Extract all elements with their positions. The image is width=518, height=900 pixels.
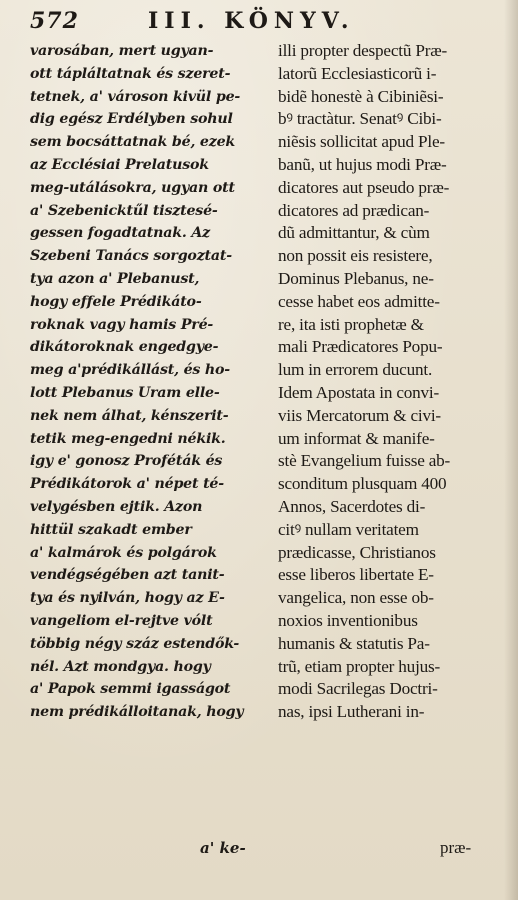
hungarian-line: Szebeni Tanács sorgoztat-	[30, 248, 232, 265]
hungarian-line: tetnek, a' városon kivül pe-	[30, 88, 241, 105]
hungarian-line: hittül szakadt ember	[30, 521, 192, 538]
latin-line: latorũ Ecclesiasticorũ i-	[278, 63, 437, 83]
latin-line: trũ, etiam propter hujus-	[278, 656, 441, 676]
hungarian-line: többig négy száz estendők-	[30, 635, 240, 652]
latin-line: citꝰ nullam veritatem	[278, 519, 419, 539]
hungarian-line: nél. Azt mondgya. hogy	[30, 658, 211, 675]
hungarian-line: a' Szebenicktűl tisztesé-	[30, 202, 218, 219]
latin-line: sconditum plusquam 400	[278, 474, 447, 494]
hungarian-line: tetik meg-engedni nékik.	[30, 430, 226, 447]
latin-line: banũ, ut hujus modi Præ-	[278, 154, 447, 174]
hungarian-line: ott tápláltatnak és szeret-	[30, 65, 231, 82]
hungarian-line: nek nem álhat, kénszerit-	[30, 407, 229, 424]
latin-line: dicatores ad prædican-	[278, 200, 430, 220]
hungarian-line: meg-utálásokra, ugyan ott	[30, 179, 235, 196]
latin-line: lum in errorem ducunt.	[278, 360, 433, 380]
latin-line: non possit eis resistere,	[278, 246, 433, 266]
catchword-left: a' ke-	[200, 839, 246, 857]
hungarian-line: gessen fogadtatnak. Az	[30, 225, 210, 242]
hungarian-line: velygésben ejtik. Azon	[30, 498, 203, 515]
latin-line: prædicasse, Christianos	[278, 542, 436, 562]
latin-line: re, ita isti prophetæ &	[278, 314, 424, 334]
latin-line: stè Evangelium fuisse ab-	[278, 451, 451, 471]
hungarian-line: vendégségében azt tanit-	[30, 567, 225, 584]
hungarian-line: roknak vagy hamis Pré-	[30, 316, 214, 333]
latin-line: nas, ipsi Lutherani in-	[278, 702, 425, 722]
latin-line: dũ admittantur, & cùm	[278, 223, 430, 243]
hungarian-line: tya azon a' Plebanust,	[30, 270, 200, 287]
hungarian-line: sem bocsáttatnak bé, ezek	[30, 134, 236, 151]
latin-line: niẽsis sollicitat apud Ple-	[278, 132, 445, 152]
text-columns	[30, 40, 506, 880]
running-head: III. KÖNYV.	[148, 8, 355, 34]
hungarian-line: a' Papok semmi igasságot	[30, 681, 231, 698]
hungarian-column	[30, 40, 266, 724]
hungarian-line: Prédikátorok a' népet té-	[30, 476, 224, 493]
catchword-right: præ-	[440, 838, 472, 857]
hungarian-line: varosában, mert ugyan-	[30, 43, 214, 59]
latin-line: bidẽ honestè à Cibiniẽsi-	[278, 86, 444, 106]
hungarian-line: tya és nyilván, hogy az E-	[30, 590, 225, 607]
latin-line: Annos, Sacerdotes di-	[278, 496, 426, 516]
latin-line: vangelica, non esse ob-	[278, 588, 434, 608]
hungarian-line: dig egész Erdélyben sohul	[30, 111, 233, 128]
latin-line: modi Sacrilegas Doctri-	[278, 679, 438, 699]
latin-line: humanis & statutis Pa-	[278, 633, 430, 653]
latin-line: viis Mercatorum & civi-	[278, 405, 441, 425]
latin-line: bꝰ tractàtur. Senatꝰ Cibi-	[278, 109, 442, 129]
hungarian-line: nem prédikálloitanak, hogy	[30, 704, 244, 721]
hungarian-line: a' kalmárok és polgárok	[30, 544, 217, 561]
hungarian-line: dikátoroknak engedgye-	[30, 339, 219, 356]
latin-line: um informat & manife-	[278, 428, 435, 448]
hungarian-line: az Ecclésiai Prelatusok	[30, 156, 209, 173]
page-number: 572	[30, 8, 79, 34]
hungarian-line: vangeliom el-rejtve vólt	[30, 612, 213, 629]
latin-line: cesse habet eos admitte-	[278, 291, 440, 311]
latin-line: esse liberos libertate E-	[278, 565, 434, 585]
hungarian-line: meg a'prédikállást, és ho-	[30, 362, 230, 379]
latin-line: dicatores aut pseudo præ-	[278, 177, 450, 197]
hungarian-line: lott Plebanus Uram elle-	[30, 384, 220, 401]
latin-line: Dominus Plebanus, ne-	[278, 268, 434, 288]
hungarian-line: hogy effele Prédikáto-	[30, 293, 202, 310]
page-header	[30, 6, 500, 40]
latin-line: illi propter despectũ Præ-	[278, 41, 448, 60]
latin-line: mali Prædicatores Popu-	[278, 337, 443, 357]
hungarian-line: igy e' gonosz Proféták és	[30, 453, 223, 470]
latin-line: noxios inventionibus	[278, 610, 418, 630]
latin-line: Idem Apostata in convi-	[278, 382, 440, 402]
latin-column	[278, 40, 514, 724]
